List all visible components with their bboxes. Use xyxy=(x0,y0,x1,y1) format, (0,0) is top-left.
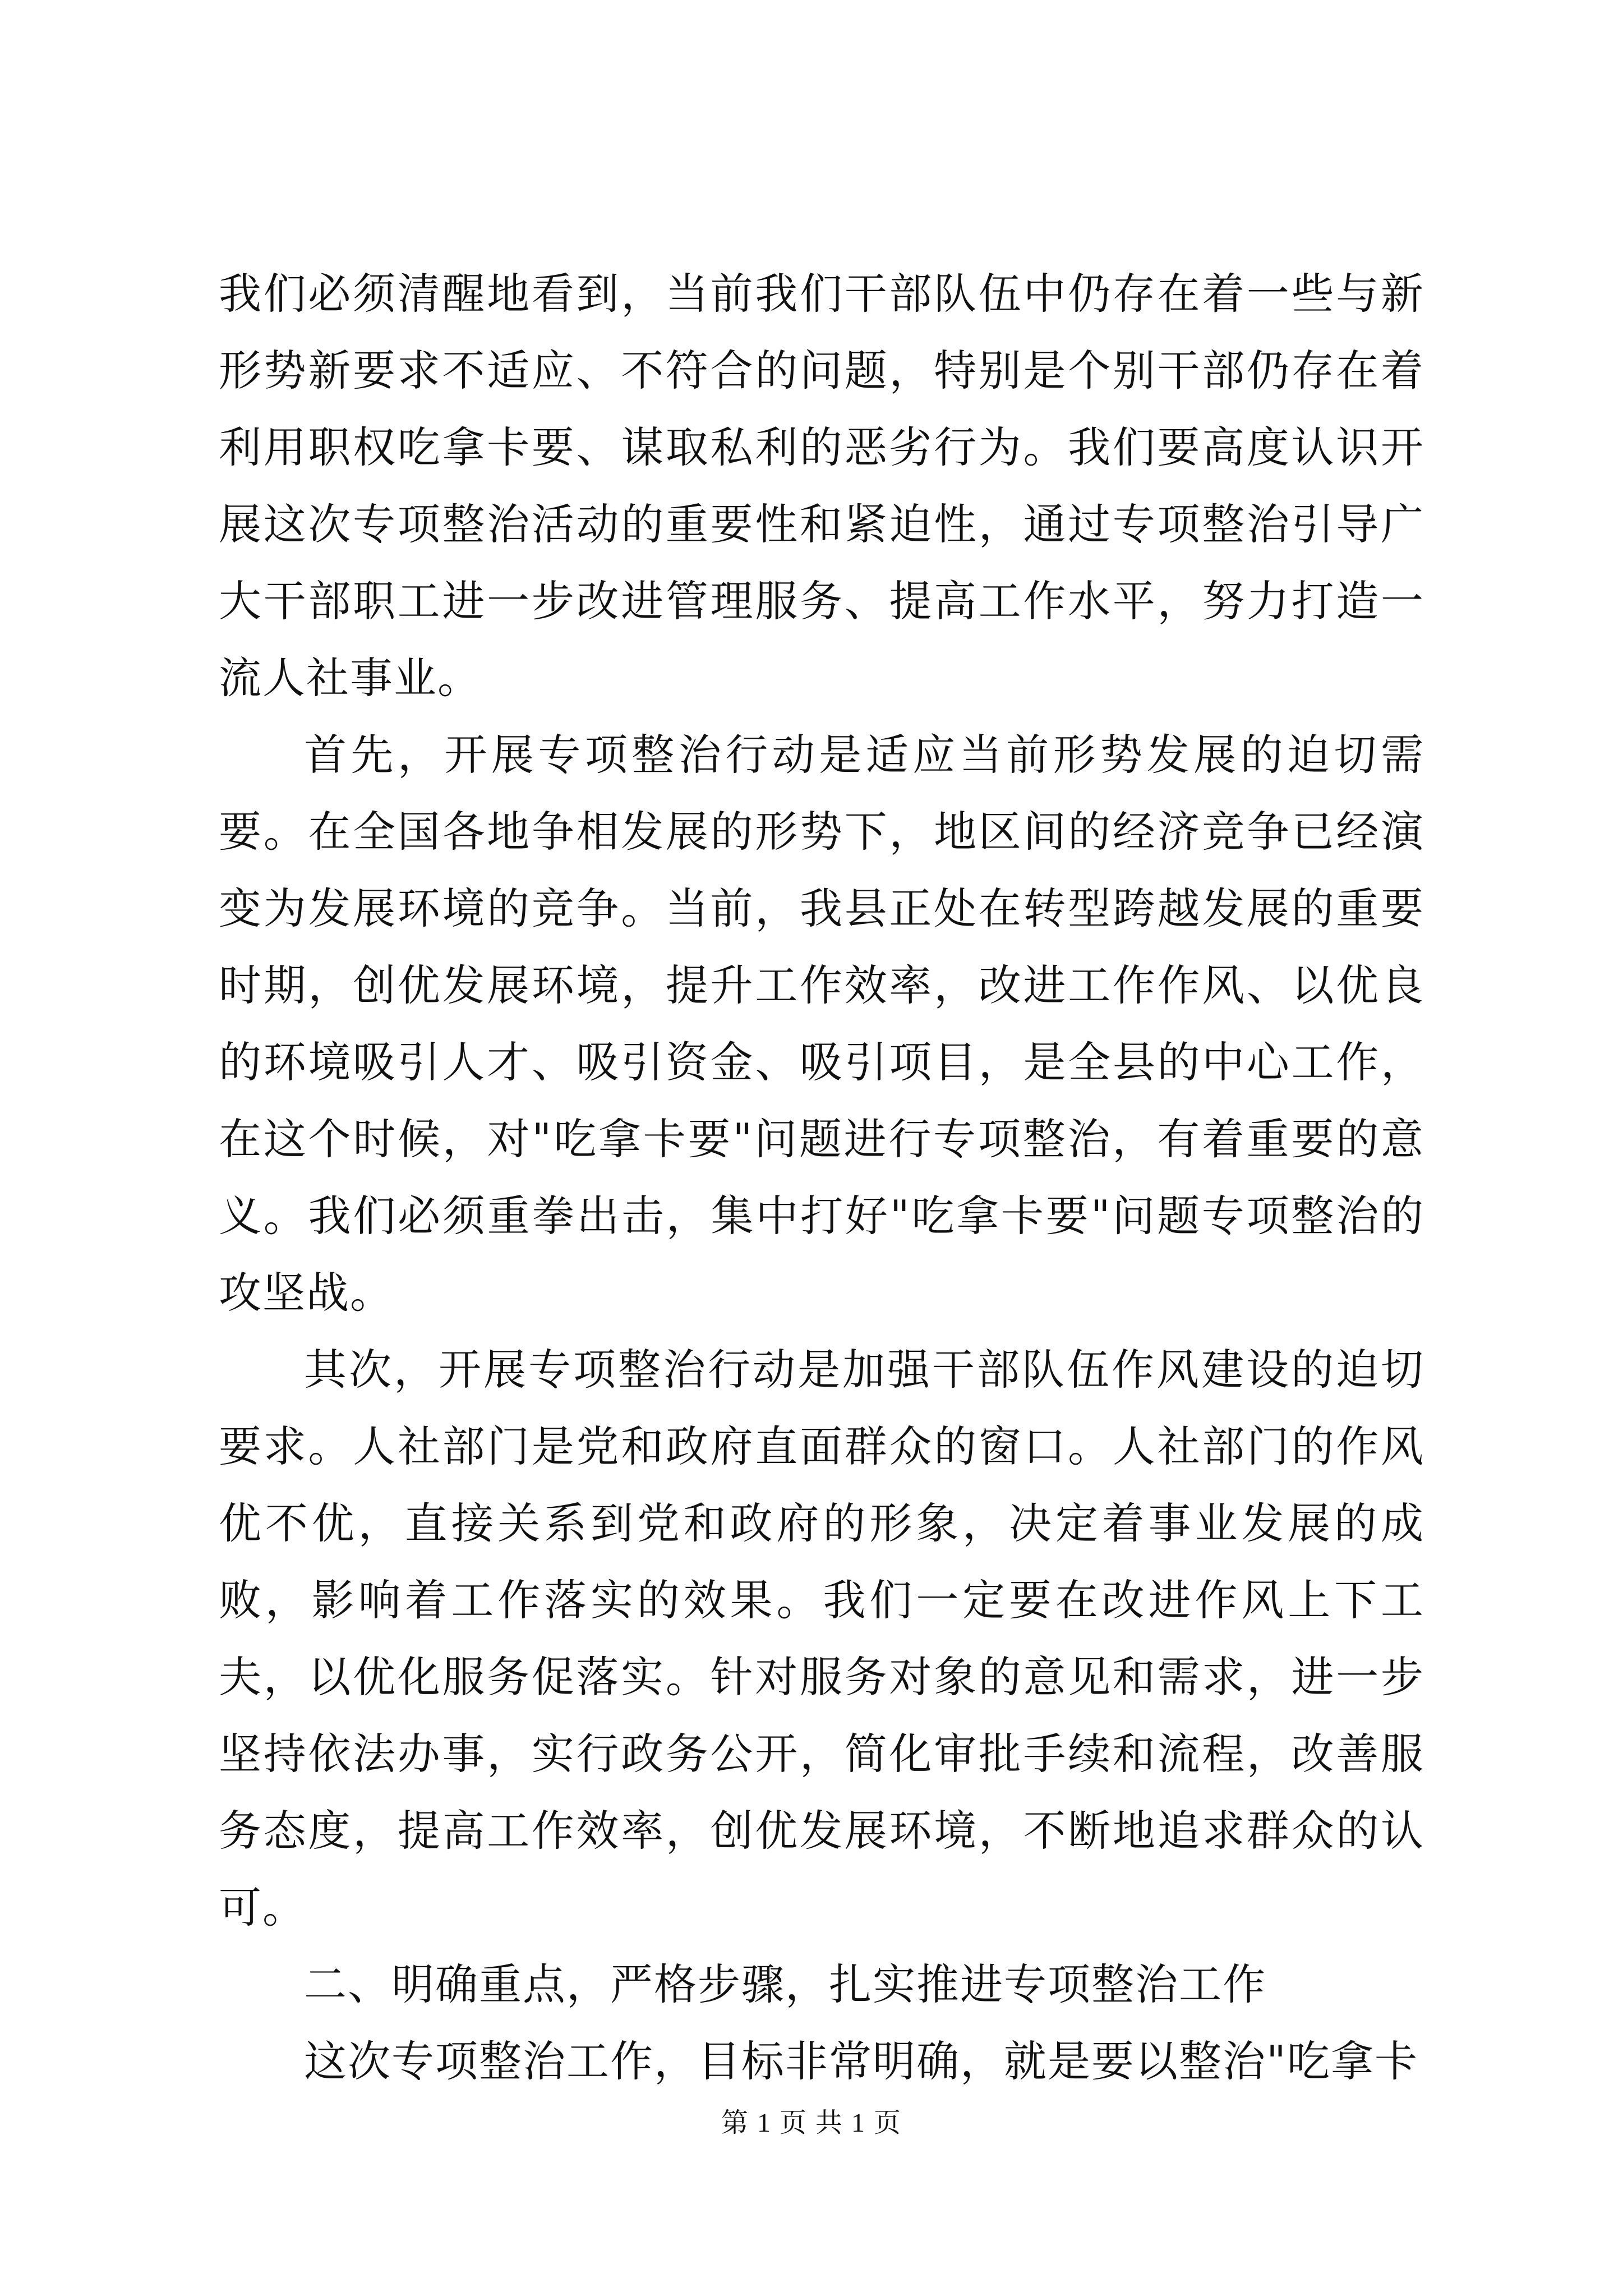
paragraph-3: 其次，开展专项整治行动是加强干部队伍作风建设的迫切要求。人社部门是党和政府直面群众的窗口。人社部门的作风优不优，直接关系到党和政府的形象，决定着事业发展的成败，影响着工作落实的效果。我们一定要在改进作风上下工夫，以优化服务促落实。针对服务对象的意见和需求，进一步坚持依法办事，实行政务公开，简化审批手续和流程，改善服务态度，提高工作效率，创优发展环境，不断地追求群众的认可。 xyxy=(219,1345,1424,1932)
paragraph-2: 首先，开展专项整治行动是适应当前形势发展的迫切需要。在全国各地争相发展的形势下，地区间的经济竞争已经演变为发展环境的竞争。当前，我县正处在转型跨越发展的重要时期，创优发展环境，提升工作效率，改进工作作风、以优良的环境吸引人才、吸引资金、吸引项目，是全县的中心工作，在这个时候，对"吃拿卡要"问题进行专项整治，有着重要的意义。我们必须重拳出击，集中打好"吃拿卡要"问题专项整治的攻坚战。 xyxy=(219,730,1424,1318)
section-heading: 二、明确重点，严格步骤，扎实推进专项整治工作 xyxy=(304,1959,1266,2009)
paragraph-4: 这次专项整治工作，目标非常明确，就是要以整治"吃拿卡 xyxy=(304,2036,1418,2086)
page-footer: 第 1 页 共 1 页 xyxy=(721,2108,902,2138)
document-body xyxy=(219,255,1424,2100)
paragraph-1: 我们必须清醒地看到，当前我们干部队伍中仍存在着一些与新形势新要求不适应、不符合的问题，特别是个别干部仍存在着利用职权吃拿卡要、谋取私利的恶劣行为。我们要高度认识开展这次专项整治活动的重要性和紧迫性，通过专项整治引导广大干部职工进一步改进管理服务、提高工作水平，努力打造一流人社事业。 xyxy=(219,269,1424,703)
